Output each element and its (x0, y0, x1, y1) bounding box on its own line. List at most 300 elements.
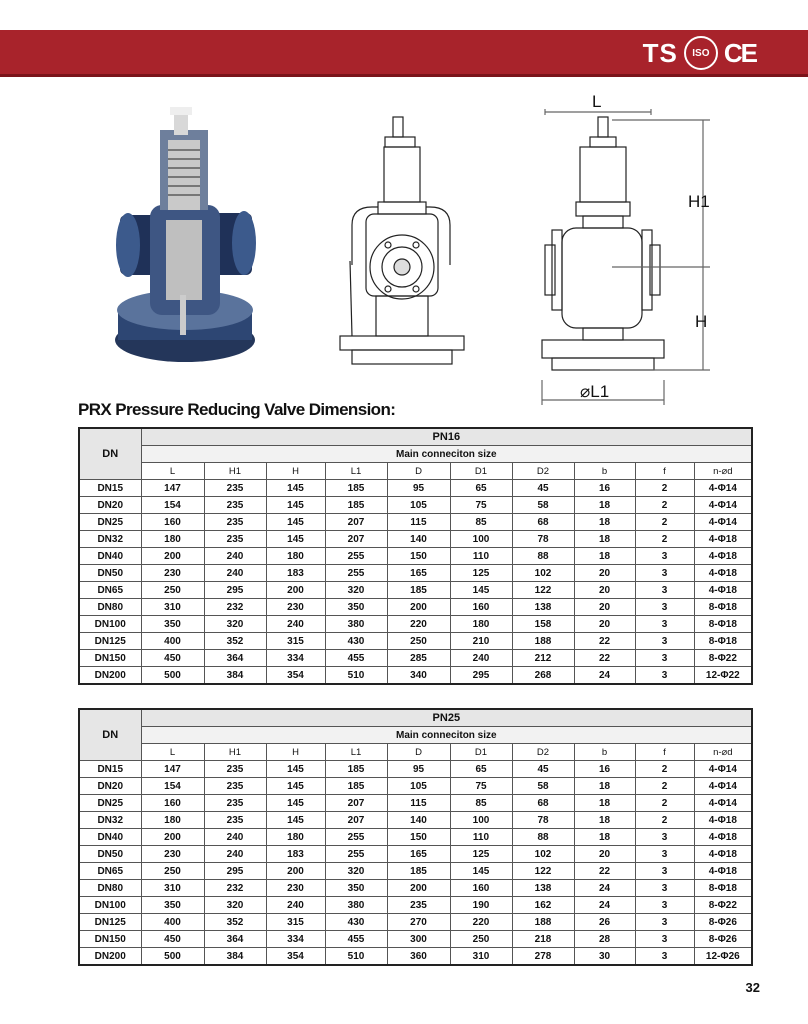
dimension-cell: 75 (450, 778, 512, 795)
dn-size-cell: DN50 (79, 846, 141, 863)
dimension-cell: 2 (635, 480, 694, 497)
dimension-cell: 65 (450, 761, 512, 778)
dimension-cell: 188 (512, 914, 574, 931)
dimension-cell: 400 (141, 914, 204, 931)
dimension-cell: 185 (325, 497, 387, 514)
dn-size-cell: DN80 (79, 599, 141, 616)
dimension-cell: 24 (574, 667, 635, 685)
dimension-cell: 105 (387, 497, 450, 514)
dimension-cell: 4-Φ14 (694, 514, 752, 531)
dimension-cell: 455 (325, 650, 387, 667)
dimension-cell: 212 (512, 650, 574, 667)
dn-size-cell: DN125 (79, 633, 141, 650)
dn-size-cell: DN40 (79, 829, 141, 846)
ce-mark: CE (723, 37, 756, 68)
dimension-cell: 3 (635, 880, 694, 897)
dn-header: DN (79, 428, 141, 480)
dimension-cell: 154 (141, 778, 204, 795)
dimension-cell: 145 (266, 761, 325, 778)
dimension-cell: 150 (387, 829, 450, 846)
dimension-cell: 165 (387, 846, 450, 863)
dn-size-cell: DN100 (79, 897, 141, 914)
dimension-cell: 200 (266, 582, 325, 599)
dimension-cell: 20 (574, 846, 635, 863)
table-row (79, 812, 752, 829)
certification-marks (643, 38, 756, 68)
dimension-cell: 26 (574, 914, 635, 931)
dimension-cell: 160 (450, 880, 512, 897)
dimension-cell: 185 (325, 480, 387, 497)
dimension-cell: 3 (635, 931, 694, 948)
dimension-cell: 58 (512, 497, 574, 514)
dimension-cell: 185 (387, 582, 450, 599)
dimension-cell: 4-Φ14 (694, 761, 752, 778)
table-row (79, 846, 752, 863)
dimension-cell: 4-Φ14 (694, 480, 752, 497)
table-row (79, 897, 752, 914)
dimension-cell: 8-Φ26 (694, 914, 752, 931)
dimension-cell: 2 (635, 497, 694, 514)
column-header: H1 (204, 463, 266, 480)
dimension-cell: 18 (574, 497, 635, 514)
dimension-cell: 3 (635, 650, 694, 667)
dimension-cell: 88 (512, 829, 574, 846)
dimension-cell: 200 (266, 863, 325, 880)
column-header: H1 (204, 744, 266, 761)
valve-side-view-drawing (542, 109, 710, 405)
table-row (79, 548, 752, 565)
dimension-cell: 65 (450, 480, 512, 497)
dimension-cell: 28 (574, 931, 635, 948)
dimension-cell: 158 (512, 616, 574, 633)
dimension-cell: 4-Φ18 (694, 829, 752, 846)
column-header-row (79, 744, 752, 761)
dimension-cell: 88 (512, 548, 574, 565)
dimension-cell: 8-Φ18 (694, 880, 752, 897)
dimension-cell: 110 (450, 829, 512, 846)
dimension-cell: 45 (512, 761, 574, 778)
dimension-cell: 12-Φ26 (694, 948, 752, 966)
table-row (79, 795, 752, 812)
dimension-cell: 235 (204, 514, 266, 531)
dn-size-cell: DN15 (79, 761, 141, 778)
dimension-cell: 3 (635, 897, 694, 914)
dimension-cell: 4-Φ18 (694, 565, 752, 582)
dimension-cell: 8-Φ18 (694, 616, 752, 633)
dimension-cell: 207 (325, 531, 387, 548)
dn-size-cell: DN80 (79, 880, 141, 897)
dimension-cell: 210 (450, 633, 512, 650)
dimension-cell: 110 (450, 548, 512, 565)
dn-size-cell: DN32 (79, 812, 141, 829)
dimension-cell: 18 (574, 531, 635, 548)
dn-size-cell: DN25 (79, 795, 141, 812)
dimension-cell: 8-Φ22 (694, 650, 752, 667)
table-row (79, 650, 752, 667)
dimension-cell: 18 (574, 795, 635, 812)
dimension-cell: 207 (325, 795, 387, 812)
dimension-cell: 4-Φ18 (694, 531, 752, 548)
column-header: D (387, 744, 450, 761)
dimension-cell: 185 (325, 761, 387, 778)
dimension-cell: 3 (635, 599, 694, 616)
brand-logo: TS (642, 37, 678, 68)
dimension-cell: 2 (635, 761, 694, 778)
table-row (79, 761, 752, 778)
dimension-cell: 240 (266, 616, 325, 633)
dimension-cell: 364 (204, 650, 266, 667)
dimension-cell: 340 (387, 667, 450, 685)
column-header: f (635, 463, 694, 480)
dimension-cell: 232 (204, 880, 266, 897)
dimension-cell: 145 (266, 531, 325, 548)
dn-header: DN (79, 709, 141, 761)
dimension-cell: 250 (387, 633, 450, 650)
dn-size-cell: DN40 (79, 548, 141, 565)
dimension-cell: 180 (266, 829, 325, 846)
dimension-cell: 230 (141, 565, 204, 582)
column-header: n-⌀d (694, 463, 752, 480)
dimension-cell: 3 (635, 829, 694, 846)
dimension-cell: 4-Φ14 (694, 795, 752, 812)
page-number: 32 (745, 980, 760, 995)
column-header: D1 (450, 744, 512, 761)
dimension-label-H1: H1 (688, 192, 710, 211)
dimension-cell: 220 (387, 616, 450, 633)
dimension-cell: 200 (141, 829, 204, 846)
dimension-cell: 183 (266, 565, 325, 582)
column-header-row (79, 463, 752, 480)
dimension-cell: 150 (387, 548, 450, 565)
dimension-cell: 22 (574, 650, 635, 667)
table-row (79, 667, 752, 685)
dimension-cell: 18 (574, 778, 635, 795)
dimension-cell: 22 (574, 633, 635, 650)
dimension-cell: 16 (574, 480, 635, 497)
pressure-class-title: PN25 (141, 709, 752, 727)
dimension-cell: 320 (204, 616, 266, 633)
dimension-cell: 295 (450, 667, 512, 685)
dimension-cell: 145 (266, 812, 325, 829)
table-row (79, 599, 752, 616)
dimension-cell: 320 (204, 897, 266, 914)
dimension-cell: 24 (574, 897, 635, 914)
dimension-cell: 12-Φ22 (694, 667, 752, 685)
column-header: H (266, 463, 325, 480)
dimension-cell: 145 (266, 497, 325, 514)
dimension-cell: 235 (204, 761, 266, 778)
column-header: b (574, 744, 635, 761)
dimension-cell: 255 (325, 548, 387, 565)
dimension-cell: 207 (325, 514, 387, 531)
dimension-cell: 138 (512, 880, 574, 897)
dimension-cell: 250 (450, 931, 512, 948)
dimension-cell: 138 (512, 599, 574, 616)
dimension-cell: 18 (574, 812, 635, 829)
dimension-cell: 2 (635, 531, 694, 548)
dimension-cell: 207 (325, 812, 387, 829)
dimension-cell: 310 (141, 880, 204, 897)
dimension-cell: 145 (450, 863, 512, 880)
table-row (79, 531, 752, 548)
dimension-cell: 4-Φ14 (694, 778, 752, 795)
dimension-label-L1: ⌀L1 (580, 382, 610, 401)
dimension-cell: 3 (635, 633, 694, 650)
dimension-cell: 188 (512, 633, 574, 650)
dimension-cell: 115 (387, 514, 450, 531)
valve-front-view-drawing (340, 117, 464, 364)
dimension-cell: 180 (141, 531, 204, 548)
dimension-cell: 3 (635, 565, 694, 582)
dimension-cell: 350 (325, 599, 387, 616)
dimension-cell: 354 (266, 948, 325, 966)
table-row (79, 480, 752, 497)
valve-figures (0, 95, 808, 405)
table-row (79, 914, 752, 931)
dimension-cell: 235 (204, 531, 266, 548)
dimension-cell: 4-Φ18 (694, 812, 752, 829)
dimension-table-pn25 (78, 708, 753, 966)
dn-size-cell: DN125 (79, 914, 141, 931)
dimension-cell: 3 (635, 846, 694, 863)
dimension-cell: 510 (325, 948, 387, 966)
dimension-cell: 4-Φ18 (694, 548, 752, 565)
dimension-cell: 145 (266, 778, 325, 795)
dimension-cell: 75 (450, 497, 512, 514)
dimension-cell: 320 (325, 582, 387, 599)
dimension-cell: 8-Φ26 (694, 931, 752, 948)
dn-size-cell: DN150 (79, 650, 141, 667)
dimension-cell: 8-Φ18 (694, 633, 752, 650)
dimension-cell: 18 (574, 548, 635, 565)
dimension-cell: 8-Φ22 (694, 897, 752, 914)
dimension-cell: 3 (635, 548, 694, 565)
dimension-cell: 68 (512, 514, 574, 531)
dimension-cell: 450 (141, 931, 204, 948)
dimension-cell: 240 (204, 565, 266, 582)
dn-size-cell: DN200 (79, 948, 141, 966)
dimension-cell: 105 (387, 778, 450, 795)
dimension-cell: 154 (141, 497, 204, 514)
column-header: L (141, 744, 204, 761)
dimension-cell: 100 (450, 531, 512, 548)
dimension-cell: 145 (266, 795, 325, 812)
dimension-cell: 20 (574, 565, 635, 582)
dimension-cell: 125 (450, 565, 512, 582)
dimension-cell: 350 (325, 880, 387, 897)
dimension-cell: 45 (512, 480, 574, 497)
dimension-cell: 285 (387, 650, 450, 667)
dimension-cell: 122 (512, 863, 574, 880)
dimension-cell: 140 (387, 812, 450, 829)
dimension-cell: 102 (512, 565, 574, 582)
column-header: b (574, 463, 635, 480)
dimension-cell: 180 (450, 616, 512, 633)
dimension-cell: 240 (450, 650, 512, 667)
dimension-cell: 3 (635, 948, 694, 966)
dimension-cell: 85 (450, 514, 512, 531)
dimension-cell: 384 (204, 948, 266, 966)
dimension-cell: 2 (635, 812, 694, 829)
dimension-cell: 20 (574, 616, 635, 633)
dimension-cell: 232 (204, 599, 266, 616)
dimension-cell: 255 (325, 565, 387, 582)
dimension-cell: 334 (266, 650, 325, 667)
dimension-cell: 4-Φ14 (694, 497, 752, 514)
dimension-cell: 255 (325, 846, 387, 863)
column-header: D2 (512, 744, 574, 761)
dimension-cell: 3 (635, 914, 694, 931)
dimension-cell: 200 (141, 548, 204, 565)
dimension-cell: 380 (325, 897, 387, 914)
table-title-row (79, 428, 752, 446)
dimension-cell: 4-Φ18 (694, 863, 752, 880)
dimension-cell: 310 (141, 599, 204, 616)
main-connection-size-label: Main conneciton size (141, 727, 752, 744)
dimension-cell: 235 (204, 480, 266, 497)
dimension-cell: 147 (141, 480, 204, 497)
table-row (79, 582, 752, 599)
dn-size-cell: DN65 (79, 582, 141, 599)
dimension-cell: 334 (266, 931, 325, 948)
iso-logo: ISO (684, 36, 718, 70)
dimension-cell: 185 (387, 863, 450, 880)
dimension-cell: 500 (141, 667, 204, 685)
dimension-cell: 3 (635, 582, 694, 599)
dimension-cell: 78 (512, 812, 574, 829)
dimension-cell: 360 (387, 948, 450, 966)
dimension-cell: 78 (512, 531, 574, 548)
dn-size-cell: DN25 (79, 514, 141, 531)
dimension-cell: 185 (325, 778, 387, 795)
dn-size-cell: DN150 (79, 931, 141, 948)
dimension-cell: 85 (450, 795, 512, 812)
dimension-cell: 16 (574, 761, 635, 778)
dimension-cell: 125 (450, 846, 512, 863)
column-header: D1 (450, 463, 512, 480)
dimension-cell: 200 (387, 599, 450, 616)
dimension-cell: 230 (141, 846, 204, 863)
dimension-cell: 220 (450, 914, 512, 931)
dimension-cell: 255 (325, 829, 387, 846)
dimension-cell: 2 (635, 514, 694, 531)
dimension-cell: 278 (512, 948, 574, 966)
dimension-cell: 147 (141, 761, 204, 778)
dimension-cell: 180 (141, 812, 204, 829)
dn-size-cell: DN20 (79, 497, 141, 514)
dimension-cell: 95 (387, 480, 450, 497)
column-header: L (141, 463, 204, 480)
dimension-cell: 235 (204, 497, 266, 514)
dimension-cell: 68 (512, 795, 574, 812)
dimension-cell: 145 (266, 480, 325, 497)
dimension-cell: 240 (266, 897, 325, 914)
dimension-cell: 22 (574, 863, 635, 880)
dimension-cell: 145 (450, 582, 512, 599)
dimension-cell: 295 (204, 863, 266, 880)
table-row (79, 931, 752, 948)
dimension-cell: 20 (574, 582, 635, 599)
dimension-cell: 450 (141, 650, 204, 667)
dimension-cell: 235 (204, 795, 266, 812)
dimension-cell: 315 (266, 914, 325, 931)
dimension-cell: 140 (387, 531, 450, 548)
dimension-cell: 230 (266, 599, 325, 616)
dimension-cell: 270 (387, 914, 450, 931)
table-row (79, 829, 752, 846)
dimension-cell: 295 (204, 582, 266, 599)
dimension-cell: 350 (141, 897, 204, 914)
dimension-cell: 364 (204, 931, 266, 948)
table-row (79, 863, 752, 880)
dimension-cell: 3 (635, 616, 694, 633)
column-header: D (387, 463, 450, 480)
table-row (79, 514, 752, 531)
dimension-cell: 354 (266, 667, 325, 685)
table-row (79, 497, 752, 514)
dimension-cell: 2 (635, 795, 694, 812)
dimension-cell: 160 (141, 514, 204, 531)
dimension-cell: 430 (325, 633, 387, 650)
dimension-cell: 24 (574, 880, 635, 897)
dimension-cell: 300 (387, 931, 450, 948)
table-row (79, 616, 752, 633)
column-header: f (635, 744, 694, 761)
dimension-cell: 3 (635, 863, 694, 880)
dimension-cell: 352 (204, 914, 266, 931)
dimension-cell: 310 (450, 948, 512, 966)
dimension-cell: 218 (512, 931, 574, 948)
dimension-cell: 95 (387, 761, 450, 778)
dimension-cell: 183 (266, 846, 325, 863)
column-header: D2 (512, 463, 574, 480)
dimension-cell: 160 (141, 795, 204, 812)
dimension-cell: 430 (325, 914, 387, 931)
dimension-cell: 500 (141, 948, 204, 966)
dimension-cell: 455 (325, 931, 387, 948)
column-header: L1 (325, 463, 387, 480)
dimension-cell: 352 (204, 633, 266, 650)
dn-size-cell: DN50 (79, 565, 141, 582)
dimension-cell: 315 (266, 633, 325, 650)
dimension-cell: 240 (204, 846, 266, 863)
dimension-cell: 115 (387, 795, 450, 812)
dimension-cell: 122 (512, 582, 574, 599)
dimension-cell: 18 (574, 514, 635, 531)
dimension-cell: 20 (574, 599, 635, 616)
dimension-label-L: L (592, 95, 602, 111)
dimension-cell: 160 (450, 599, 512, 616)
dn-size-cell: DN200 (79, 667, 141, 685)
dimension-cell: 235 (204, 778, 266, 795)
dimension-cell: 4-Φ18 (694, 582, 752, 599)
dimension-cell: 8-Φ18 (694, 599, 752, 616)
column-header: L1 (325, 744, 387, 761)
table-title-row (79, 709, 752, 727)
dimension-table-pn16 (78, 427, 753, 685)
dn-size-cell: DN65 (79, 863, 141, 880)
column-header: n-⌀d (694, 744, 752, 761)
dimension-cell: 100 (450, 812, 512, 829)
subheader-row (79, 446, 752, 463)
dimension-cell: 190 (450, 897, 512, 914)
dimension-cell: 58 (512, 778, 574, 795)
table-row (79, 948, 752, 966)
dimension-cell: 3 (635, 667, 694, 685)
table-row (79, 565, 752, 582)
dimension-cell: 510 (325, 667, 387, 685)
dimension-cell: 250 (141, 863, 204, 880)
